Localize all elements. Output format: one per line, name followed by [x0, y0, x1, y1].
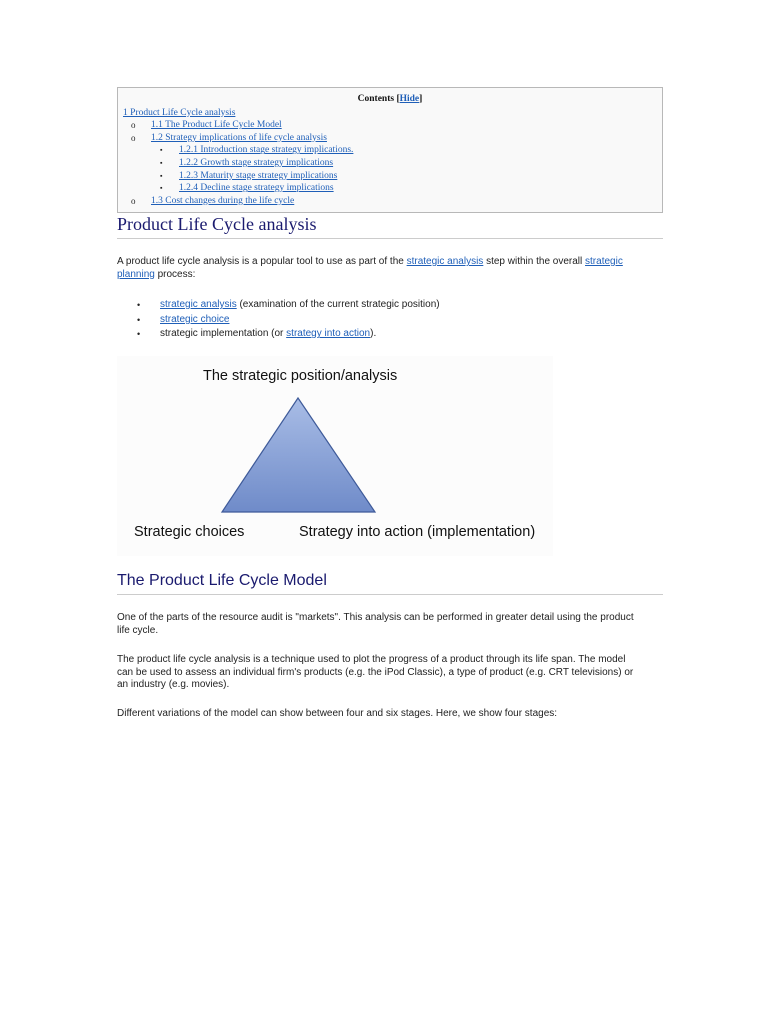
list-item [117, 327, 440, 342]
toc-bullet: o [131, 195, 136, 206]
bullet-dot: • [137, 300, 141, 310]
list-item-text: strategic implementation (or [160, 328, 287, 340]
toc-item-link[interactable]: 1.2 Strategy implications of life cycle analysis [151, 132, 327, 143]
list-item-text-end: ). [370, 328, 377, 340]
toc-item[interactable] [118, 132, 662, 145]
toc-hide-link[interactable]: Hide [399, 94, 420, 104]
toc-item[interactable] [118, 157, 662, 170]
table-of-contents [117, 87, 663, 213]
toc-item-link[interactable]: 1 Product Life Cycle analysis [123, 107, 236, 118]
variations-paragraph: Different variations of the model can show between four and six stages. Here, we show four stages: [117, 708, 558, 719]
toc-item-link[interactable]: 1.1 The Product Life Cycle Model [151, 120, 282, 131]
diagram-left-label: Strategic choices [134, 524, 245, 540]
toc-title-row [118, 93, 662, 106]
strategic-analysis-link[interactable]: strategic analysis [406, 256, 484, 267]
technique-paragraph: The product life cycle analysis is a technique used to plot the progress of a product through its life span. The model can be used to assess an individual firm's products (e.g. the iPod Classic), a type of product (e.g. CRT televisions) or an industry (e.g. movies). [117, 654, 634, 691]
diagram-right-label: Strategy into action (implementation) [299, 524, 536, 540]
intro-text-2: step within the overall [483, 256, 586, 267]
list-item-text: (examination of the current strategic position) [236, 299, 440, 310]
section-heading-product-life-cycle-analysis: Product Life Cycle analysis [117, 214, 663, 239]
toc-bracket-open: [ [396, 94, 400, 104]
strategic-choice-link[interactable]: strategic choice [160, 313, 230, 325]
toc-bullet: ▪ [160, 158, 163, 167]
strategic-analysis-list-link[interactable]: strategic analysis [160, 299, 237, 310]
bullet-dot: • [137, 314, 141, 325]
toc-item[interactable] [118, 170, 662, 183]
intro-text-1: A product life cycle analysis is a popular tool to use as part of the [117, 256, 407, 267]
strategic-planning-link[interactable]: strategic planning [117, 256, 623, 280]
toc-item-link[interactable]: 1.2.2 Growth stage strategy implications [179, 157, 334, 168]
list-item [117, 313, 440, 328]
markets-paragraph: One of the parts of the resource audit is "markets". This analysis can be performed in greater detail using the product life cycle. [117, 612, 634, 636]
toc-bullet: ▪ [160, 171, 163, 180]
toc-bracket-close: ] [419, 94, 423, 104]
toc-item-link[interactable]: 1.2.3 Maturity stage strategy implications [179, 170, 338, 181]
bullet-dot: • [137, 329, 141, 340]
toc-item[interactable] [118, 107, 662, 120]
toc-bullet: o [131, 132, 136, 143]
intro-text-3: process: [154, 268, 196, 280]
toc-bullet: o [131, 120, 136, 131]
toc-title: Contents [357, 94, 395, 104]
toc-item[interactable] [118, 195, 662, 208]
list-item [117, 298, 440, 313]
toc-bullet: ▪ [160, 184, 163, 193]
intro-paragraph [117, 256, 637, 281]
toc-item-link[interactable]: 1.3 Cost changes during the life cycle [151, 195, 295, 206]
toc-item[interactable] [118, 182, 662, 195]
toc-item-link[interactable]: 1.2.4 Decline stage strategy implications [179, 183, 334, 194]
toc-item-link[interactable]: 1.2.1 Introduction stage strategy implications. [179, 145, 354, 156]
strategy-steps-list [117, 298, 440, 342]
toc-item[interactable] [118, 119, 662, 132]
toc-item[interactable] [118, 144, 662, 157]
section-heading-product-life-cycle-model: The Product Life Cycle Model [117, 572, 663, 595]
diagram-top-label: The strategic position/analysis [203, 368, 398, 384]
strategy-triangle-diagram [117, 356, 553, 556]
toc-bullet: ▪ [160, 146, 163, 155]
strategy-into-action-link[interactable]: strategy into action [286, 328, 371, 340]
